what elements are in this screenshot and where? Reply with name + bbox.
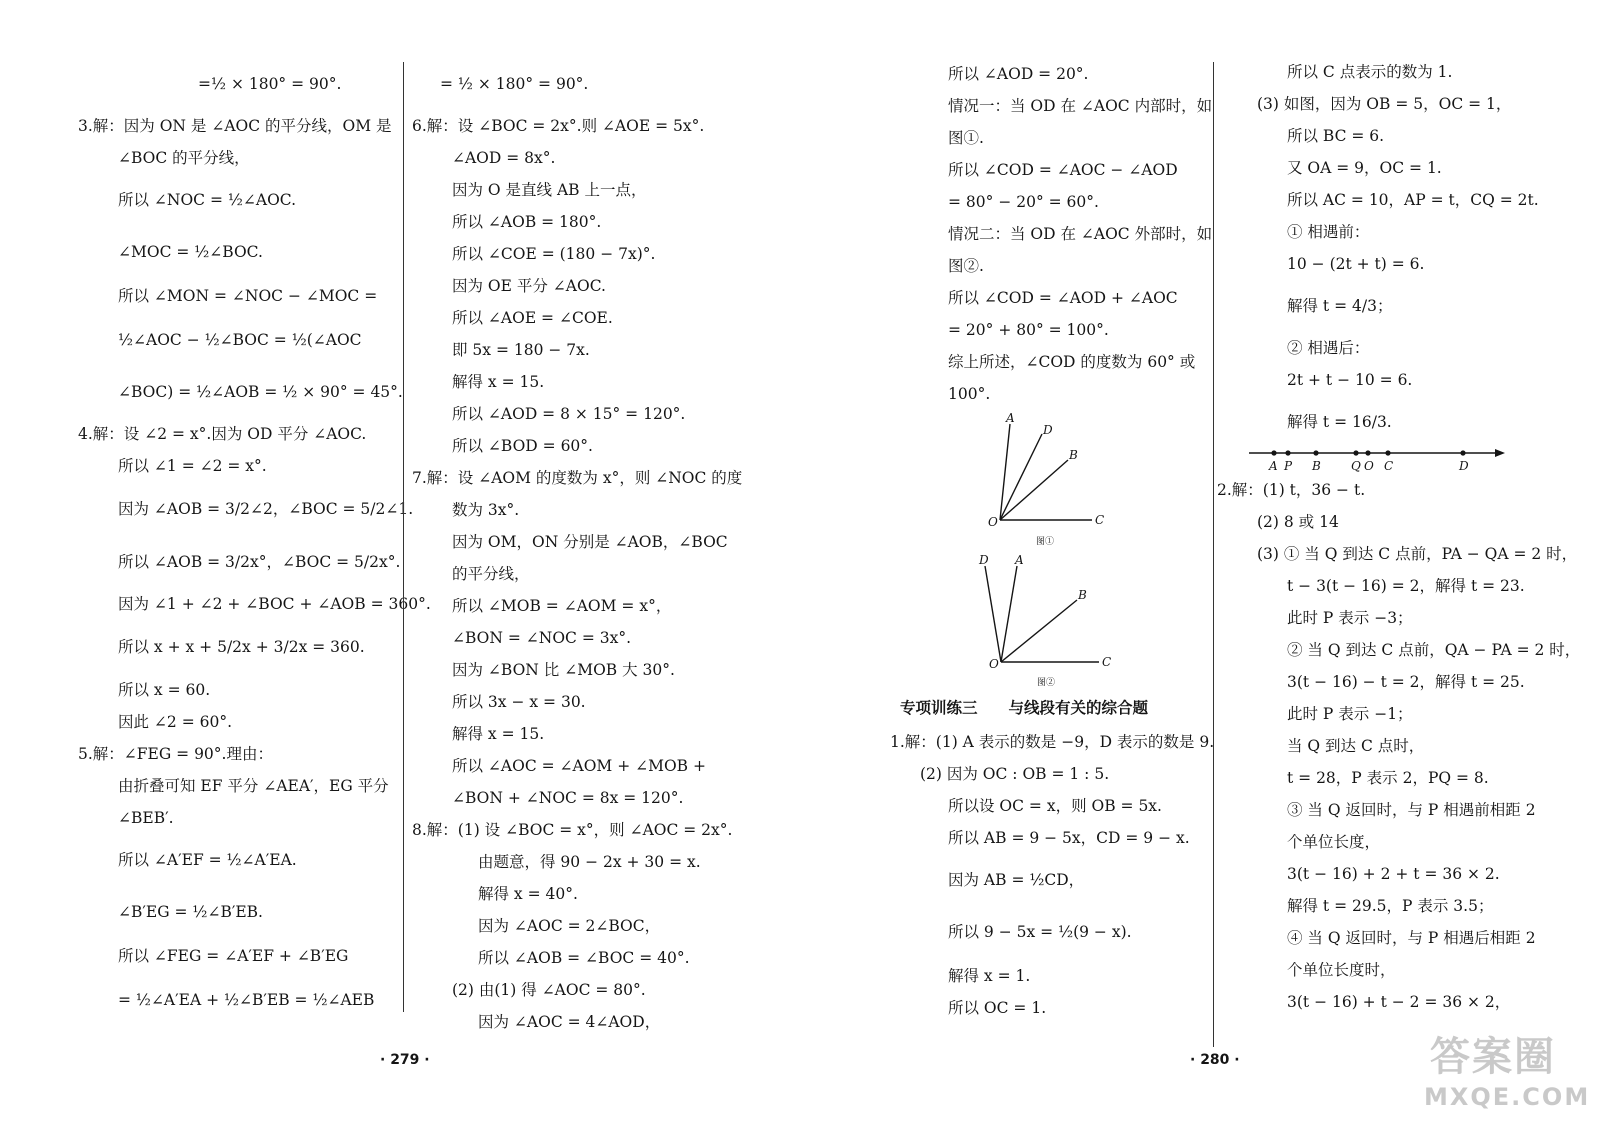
- point-label: O: [989, 657, 999, 671]
- figure-1: [980, 412, 1110, 552]
- text-line: 又 OA = 9，OC = 1.: [1287, 159, 1442, 177]
- text-line: 3(t − 16) − t = 2，解得 t = 25.: [1287, 673, 1525, 691]
- text-line: 图①.: [948, 129, 984, 147]
- text-line: 所以 OC = 1.: [948, 999, 1047, 1017]
- point-label: O: [988, 515, 998, 529]
- text-line: 10 − (2t + t) = 6.: [1287, 255, 1425, 273]
- ray-OA: [1000, 424, 1010, 520]
- text-line: 解得 x = 15.: [452, 725, 545, 743]
- figure-2: [975, 552, 1115, 692]
- text-line: ④ 当 Q 返回时，与 P 相遇后相距 2: [1287, 929, 1536, 947]
- text-line: 所以 ∠MOB = ∠AOM = x°，: [452, 597, 672, 615]
- page-number-right: · 280 ·: [1190, 1052, 1240, 1068]
- text-line: 因为 ∠AOC = 2∠BOC，: [478, 917, 661, 935]
- text-line: ② 当 Q 到达 C 点前，QA − PA = 2 时，: [1287, 641, 1581, 659]
- point-label: C: [1384, 459, 1394, 473]
- text-line: (2) 因为 OC : OB = 1 : 5.: [920, 765, 1110, 783]
- number-line: [1247, 443, 1507, 477]
- page-number-left: · 279 ·: [380, 1052, 430, 1068]
- text-line: 所以 ∠COD = ∠AOC − ∠AOD: [948, 161, 1178, 179]
- question-5-line: 5.解：∠FEG = 90°.理由：: [78, 745, 273, 763]
- text-line: 2t + t − 10 = 6.: [1287, 371, 1413, 389]
- text-line: ∠BON + ∠NOC = 8x = 120°.: [452, 789, 684, 807]
- point-label: A: [1006, 412, 1015, 425]
- text-line: 个单位长度，: [1287, 833, 1381, 851]
- column-divider-left: [403, 62, 404, 1012]
- text-line: t − 3(t − 16) = 2，解得 t = 23.: [1287, 577, 1525, 595]
- text-line: = 80° − 20° = 60°.: [948, 193, 1099, 211]
- point-label: C: [1102, 655, 1112, 669]
- figure-caption: 图①: [1036, 537, 1055, 547]
- point-Q: [1353, 450, 1358, 455]
- question-8-line: 8.解：(1) 设 ∠BOC = x°，则 ∠AOC = 2x°.: [412, 821, 733, 839]
- text-line: 此时 P 表示 −1；: [1287, 705, 1413, 723]
- text-line: 因为 ∠AOB = 3/2∠2，∠BOC = 5/2∠1.: [118, 500, 414, 518]
- text-line: 所以 ∠FEG = ∠A′EF + ∠B′EG: [118, 947, 349, 965]
- site-watermark: [1420, 1025, 1591, 1125]
- point-D: [1460, 450, 1465, 455]
- text-line: 所以 ∠NOC = ½∠AOC.: [118, 191, 297, 209]
- text-line: ∠B′EG = ½∠B′EB.: [118, 903, 263, 921]
- text-line: 所以 ∠A′EF = ½∠A′EA.: [118, 851, 297, 869]
- point-label: D: [979, 553, 989, 567]
- text-line: ∠MOC = ½∠BOC.: [118, 243, 263, 261]
- text-line: t = 28，P 表示 2，PQ = 8.: [1287, 769, 1489, 787]
- text-line: 解得 x = 1.: [948, 967, 1031, 985]
- text-line: ② 相遇后：: [1287, 339, 1370, 357]
- section-title: 专项训练三 与线段有关的综合题: [900, 699, 1149, 717]
- point-label: B: [1312, 459, 1321, 473]
- text-line: 个单位长度时，: [1287, 961, 1396, 979]
- point-label: D: [1459, 459, 1469, 473]
- text-line: ∠BOC 的平分线，: [118, 149, 250, 167]
- text-line: 3(t − 16) + 2 + t = 36 × 2.: [1287, 865, 1500, 883]
- text-line: 此时 P 表示 −3；: [1287, 609, 1413, 627]
- text-line: 解得 t = 16/3.: [1287, 413, 1392, 431]
- text-line: = ½ × 180° = 90°.: [440, 75, 589, 93]
- question-1-line: 1.解：(1) A 表示的数是 −9，D 表示的数是 9.: [890, 733, 1215, 751]
- ray-OD: [985, 566, 1001, 662]
- column-divider-right: [1213, 62, 1214, 1047]
- point-label: A: [1269, 459, 1278, 473]
- ray-OB: [1000, 460, 1068, 520]
- text-line: 所以 ∠AOB = 3/2x°，∠BOC = 5/2x°.: [118, 553, 401, 571]
- point-label: C: [1095, 513, 1105, 527]
- question-3-line: 3.解：因为 ON 是 ∠AOC 的平分线，OM 是: [78, 117, 392, 135]
- text-line: 所以 9 − 5x = ½(9 − x).: [948, 923, 1132, 941]
- text-line: 即 5x = 180 − 7x.: [452, 341, 590, 359]
- text-line: ∠BOC) = ½∠AOB = ½ × 90° = 45°.: [118, 383, 403, 401]
- text-line: 因为 ∠AOC = 4∠AOD，: [478, 1013, 661, 1031]
- question-4-line: 4.解：设 ∠2 = x°.因为 OD 平分 ∠AOC.: [78, 425, 367, 443]
- text-line: =½ × 180° = 90°.: [198, 75, 342, 93]
- text-line: 所以 x + x + 5/2x + 3/2x = 360.: [118, 638, 365, 656]
- text-line: 情况二：当 OD 在 ∠AOC 外部时，如: [948, 225, 1213, 243]
- text-line: 情况一：当 OD 在 ∠AOC 内部时，如: [948, 97, 1213, 115]
- text-line: 所以 ∠MON = ∠NOC − ∠MOC =: [118, 287, 378, 305]
- text-line: 因为 ∠1 + ∠2 + ∠BOC + ∠AOB = 360°.: [118, 595, 431, 613]
- text-line: 所以 ∠1 = ∠2 = x°.: [118, 457, 267, 475]
- text-line: 解得 t = 29.5，P 表示 3.5；: [1287, 897, 1494, 915]
- ray-OD: [1000, 434, 1042, 520]
- text-line: 图②.: [948, 257, 984, 275]
- text-line: 所以 AB = 9 − 5x，CD = 9 − x.: [948, 829, 1190, 847]
- text-line: 所以 3x − x = 30.: [452, 693, 586, 711]
- text-line: 由题意，得 90 − 2x + 30 = x.: [478, 853, 701, 871]
- text-line: 所以 ∠BOD = 60°.: [452, 437, 593, 455]
- question-2-line: 2.解：(1) t，36 − t.: [1217, 481, 1366, 499]
- ray-OA: [1001, 566, 1017, 662]
- text-line: 因为 OM，ON 分别是 ∠AOB，∠BOC: [452, 533, 728, 551]
- figure-caption: 图②: [1037, 678, 1056, 688]
- point-label: B: [1078, 588, 1087, 602]
- point-B: [1313, 450, 1318, 455]
- text-line: 解得 x = 15.: [452, 373, 545, 391]
- text-line: 所以 ∠AOD = 8 × 15° = 120°.: [452, 405, 686, 423]
- text-line: 因为 ∠BON 比 ∠MOB 大 30°.: [452, 661, 675, 679]
- point-label: B: [1069, 448, 1078, 462]
- question-6-line: 6.解：设 ∠BOC = 2x°.则 ∠AOE = 5x°.: [412, 117, 705, 135]
- text-line: (3) 如图，因为 OB = 5，OC = 1，: [1257, 95, 1512, 113]
- text-line: = ½∠A′EA + ½∠B′EB = ½∠AEB: [118, 991, 375, 1009]
- text-line: 因为 AB = ½CD，: [948, 871, 1085, 889]
- text-line: 解得 t = 4/3；: [1287, 297, 1393, 315]
- ray-OB: [1001, 600, 1077, 662]
- watermark-url-text: MXQE.COM: [1424, 1083, 1591, 1111]
- text-line: 由折叠可知 EF 平分 ∠AEA′，EG 平分: [118, 777, 389, 795]
- text-line: ∠AOD = 8x°.: [452, 149, 556, 167]
- text-line: 所以 ∠AOE = ∠COE.: [452, 309, 613, 327]
- watermark-logo-text: 答案圈: [1430, 1034, 1556, 1080]
- point-O: [1365, 450, 1370, 455]
- point-label: Q: [1351, 459, 1361, 473]
- point-P: [1285, 450, 1290, 455]
- text-line: ① 相遇前：: [1287, 223, 1370, 241]
- text-line: 因为 O 是直线 AB 上一点，: [452, 181, 647, 199]
- text-line: 所以 ∠AOB = 180°.: [452, 213, 602, 231]
- text-line: 所以 ∠COE = (180 − 7x)°.: [452, 245, 656, 263]
- point-A: [1271, 450, 1276, 455]
- text-line: 因为 OE 平分 ∠AOC.: [452, 277, 606, 295]
- text-line: ∠BEB′.: [118, 809, 174, 827]
- text-line: 所以 x = 60.: [118, 681, 211, 699]
- point-C: [1385, 450, 1390, 455]
- point-label: A: [1015, 553, 1024, 567]
- point-label: P: [1284, 459, 1293, 473]
- text-line: (2) 由(1) 得 ∠AOC = 80°.: [452, 981, 646, 999]
- text-line: (3) ① 当 Q 到达 C 点前，PA − QA = 2 时，: [1257, 545, 1578, 563]
- text-line: 所以 ∠AOD = 20°.: [948, 65, 1089, 83]
- point-label: D: [1043, 423, 1053, 437]
- text-line: 所以设 OC = x，则 OB = 5x.: [948, 797, 1162, 815]
- text-line: ∠BON = ∠NOC = 3x°.: [452, 629, 632, 647]
- question-7-line: 7.解：设 ∠AOM 的度数为 x°，则 ∠NOC 的度: [412, 469, 743, 487]
- text-line: 的平分线，: [452, 565, 530, 583]
- text-line: 因此 ∠2 = 60°.: [118, 713, 233, 731]
- text-line: 所以 ∠AOC = ∠AOM + ∠MOB +: [452, 757, 706, 775]
- text-line: 综上所述，∠COD 的度数为 60° 或: [948, 353, 1196, 371]
- text-line: 所以 ∠COD = ∠AOD + ∠AOC: [948, 289, 1178, 307]
- text-line: ③ 当 Q 返回时，与 P 相遇前相距 2: [1287, 801, 1536, 819]
- text-line: 数为 3x°.: [452, 501, 520, 519]
- text-line: (2) 8 或 14: [1257, 513, 1339, 531]
- text-line: 3(t − 16) + t − 2 = 36 × 2，: [1287, 993, 1511, 1011]
- text-line: 所以 BC = 6.: [1287, 127, 1385, 145]
- text-line: 所以 AC = 10，AP = t，CQ = 2t.: [1287, 191, 1539, 209]
- text-line: 100°.: [948, 385, 991, 403]
- text-line: 所以 C 点表示的数为 1.: [1287, 63, 1453, 81]
- text-line: 所以 ∠AOB = ∠BOC = 40°.: [478, 949, 690, 967]
- text-line: ½∠AOC − ½∠BOC = ½(∠AOC: [118, 331, 362, 349]
- text-line: = 20° + 80° = 100°.: [948, 321, 1109, 339]
- text-line: 当 Q 到达 C 点时，: [1287, 737, 1425, 755]
- text-line: 解得 x = 40°.: [478, 885, 578, 903]
- point-label: O: [1364, 459, 1374, 473]
